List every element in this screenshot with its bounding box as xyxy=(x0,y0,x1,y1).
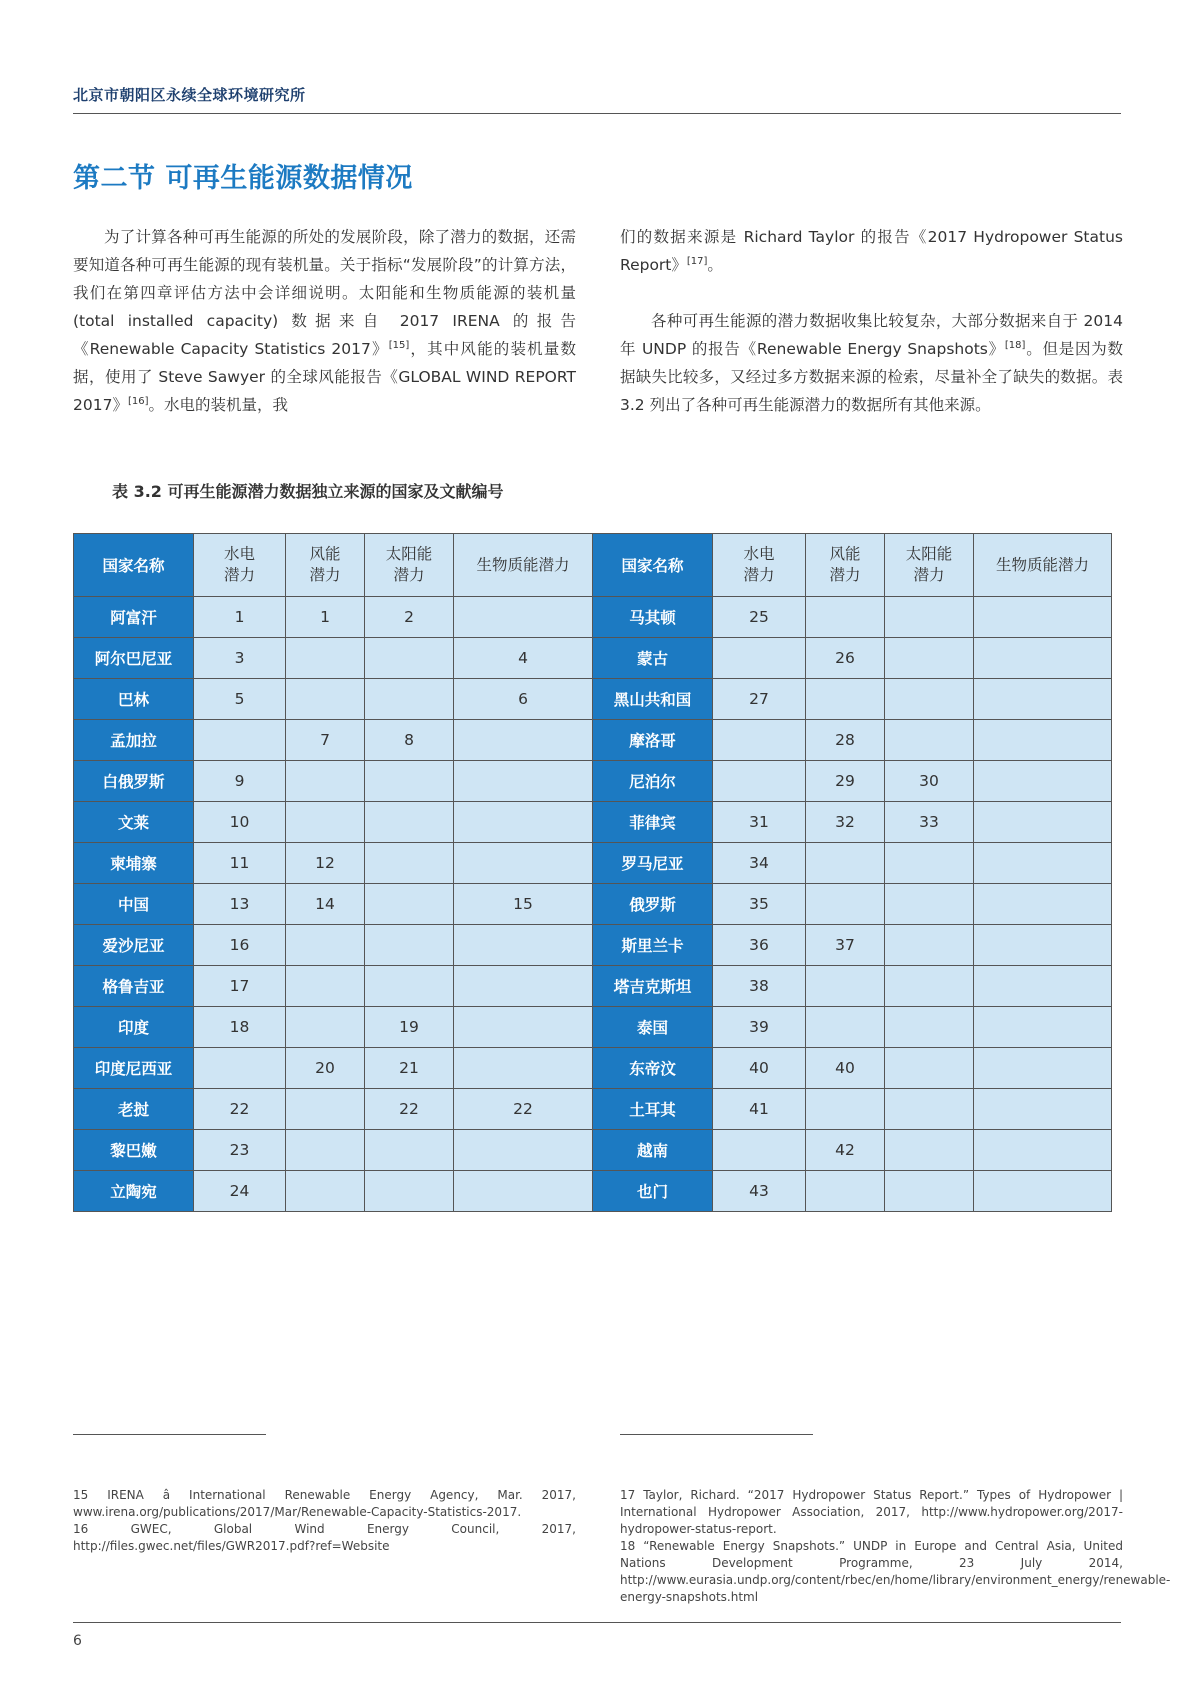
table-row xyxy=(74,843,1112,884)
hydro-ref-cell: 25 xyxy=(713,597,806,638)
solar-ref-cell: 33 xyxy=(885,802,974,843)
wind-ref-cell xyxy=(806,884,885,925)
header-country: 国家名称 xyxy=(74,534,194,597)
hydro-ref-cell: 31 xyxy=(713,802,806,843)
solar-ref-cell xyxy=(885,638,974,679)
biomass-ref-cell xyxy=(454,761,593,802)
country-name-cell: 越南 xyxy=(593,1130,713,1171)
wind-ref-cell xyxy=(806,966,885,1007)
hydro-ref-cell: 3 xyxy=(194,638,286,679)
solar-ref-cell xyxy=(365,638,454,679)
continued-text-1: 们的数据来源是 Richard Taylor 的报告《2017 Hydropower Status Report》 xyxy=(620,228,1123,274)
biomass-ref-cell xyxy=(454,966,593,1007)
hydro-ref-cell: 34 xyxy=(713,843,806,884)
table-row xyxy=(74,638,1112,679)
solar-ref-cell: 19 xyxy=(365,1007,454,1048)
solar-ref-cell xyxy=(885,1007,974,1048)
country-name-cell: 塔吉克斯坦 xyxy=(593,966,713,1007)
footer-divider xyxy=(73,1622,1121,1623)
biomass-ref-cell xyxy=(974,1007,1112,1048)
biomass-ref-cell xyxy=(974,761,1112,802)
hydro-ref-cell: 11 xyxy=(194,843,286,884)
biomass-ref-cell xyxy=(974,884,1112,925)
wind-ref-cell xyxy=(286,1171,365,1212)
biomass-ref-cell xyxy=(974,966,1112,1007)
hydro-ref-cell: 40 xyxy=(713,1048,806,1089)
biomass-ref-cell xyxy=(454,1130,593,1171)
hydro-ref-cell: 5 xyxy=(194,679,286,720)
ref-17-marker: [17] xyxy=(686,255,708,267)
wind-ref-cell: 14 xyxy=(286,884,365,925)
solar-ref-cell xyxy=(365,761,454,802)
wind-ref-cell: 26 xyxy=(806,638,885,679)
footnote-15: 15 IRENA â International Renewable Energy Agency, Mar. 2017, www.irena.org/publications/2017/Mar/Renewable-Capacity-Statistics-2017. xyxy=(73,1488,576,1519)
hydro-ref-cell: 18 xyxy=(194,1007,286,1048)
wind-ref-cell xyxy=(806,1171,885,1212)
table-row xyxy=(74,925,1112,966)
country-name-cell: 蒙古 xyxy=(593,638,713,679)
wind-ref-cell xyxy=(806,843,885,884)
country-name-cell: 土耳其 xyxy=(593,1089,713,1130)
biomass-ref-cell xyxy=(454,802,593,843)
biomass-ref-cell xyxy=(454,1171,593,1212)
solar-ref-cell: 22 xyxy=(365,1089,454,1130)
continued-paragraph xyxy=(620,223,1123,279)
wind-ref-cell: 42 xyxy=(806,1130,885,1171)
country-name-cell: 菲律宾 xyxy=(593,802,713,843)
solar-ref-cell xyxy=(365,884,454,925)
solar-ref-cell xyxy=(885,843,974,884)
solar-ref-cell: 30 xyxy=(885,761,974,802)
hydro-ref-cell: 36 xyxy=(713,925,806,966)
solar-ref-cell: 8 xyxy=(365,720,454,761)
left-column xyxy=(73,223,576,419)
hydro-ref-cell: 41 xyxy=(713,1089,806,1130)
country-name-cell: 印度 xyxy=(74,1007,194,1048)
solar-ref-cell xyxy=(365,925,454,966)
hydro-ref-cell xyxy=(713,720,806,761)
wind-ref-cell xyxy=(286,679,365,720)
table-row xyxy=(74,884,1112,925)
biomass-ref-cell: 4 xyxy=(454,638,593,679)
table-row xyxy=(74,1130,1112,1171)
biomass-ref-cell xyxy=(974,679,1112,720)
solar-ref-cell: 2 xyxy=(365,597,454,638)
table-row xyxy=(74,679,1112,720)
biomass-ref-cell xyxy=(974,802,1112,843)
wind-ref-cell xyxy=(286,925,365,966)
wind-ref-cell: 12 xyxy=(286,843,365,884)
biomass-ref-cell xyxy=(454,1007,593,1048)
hydro-ref-cell: 13 xyxy=(194,884,286,925)
country-name-cell: 摩洛哥 xyxy=(593,720,713,761)
footnote-16: 16 GWEC, Global Wind Energy Council, 2017, http://files.gwec.net/files/GWR2017.pdf?ref=Website xyxy=(73,1522,576,1553)
footnotes-left xyxy=(73,1487,576,1555)
wind-ref-cell: 28 xyxy=(806,720,885,761)
header-biomass: 生物质能潜力 xyxy=(974,534,1112,597)
intro-text-1: 为了计算各种可再生能源的所处的发展阶段，除了潜力的数据，还需要知道各种可再生能源的现有装机量。关于指标“发展阶段”的计算方法，我们在第四章评估方法中会详细说明。太阳能和生物质能源的装机量 (total installed capacity) 数据来自 2017 IRENA 的报告《Renewable Capacity Statistics 2017》 xyxy=(73,228,576,358)
hydro-ref-cell: 27 xyxy=(713,679,806,720)
biomass-ref-cell xyxy=(974,1089,1112,1130)
wind-ref-cell xyxy=(286,1007,365,1048)
wind-ref-cell xyxy=(806,679,885,720)
country-name-cell: 立陶宛 xyxy=(74,1171,194,1212)
intro-text-3: 。水电的装机量，我 xyxy=(148,396,288,414)
hydro-ref-cell: 23 xyxy=(194,1130,286,1171)
solar-ref-cell xyxy=(885,884,974,925)
wind-ref-cell xyxy=(286,761,365,802)
wind-ref-cell: 40 xyxy=(806,1048,885,1089)
country-name-cell: 俄罗斯 xyxy=(593,884,713,925)
solar-ref-cell: 21 xyxy=(365,1048,454,1089)
biomass-ref-cell xyxy=(974,1130,1112,1171)
country-name-cell: 罗马尼亚 xyxy=(593,843,713,884)
right-column xyxy=(620,223,1123,419)
wind-ref-cell: 37 xyxy=(806,925,885,966)
country-name-cell: 也门 xyxy=(593,1171,713,1212)
header-divider xyxy=(73,113,1121,114)
footnote-18: 18 “Renewable Energy Snapshots.” UNDP in Europe and Central Asia, United Nations Development Programme, 23 July 2014, http://www.eurasia.undp.org/content/rbec/en/home/library/environment_energy/renewable-energy-snapshots.html xyxy=(620,1539,1171,1604)
solar-ref-cell xyxy=(885,597,974,638)
renewable-sources-table xyxy=(73,533,1112,1212)
potential-text-1: 各种可再生能源的潜力数据收集比较复杂，大部分数据来自于 2014 年 UNDP 的报告《Renewable Energy Snapshots》 xyxy=(620,312,1123,358)
country-name-cell: 黎巴嫩 xyxy=(74,1130,194,1171)
country-name-cell: 斯里兰卡 xyxy=(593,925,713,966)
section-title: 第二节 可再生能源数据情况 xyxy=(73,163,413,194)
intro-paragraph xyxy=(73,223,576,419)
hydro-ref-cell: 22 xyxy=(194,1089,286,1130)
solar-ref-cell xyxy=(365,679,454,720)
hydro-ref-cell: 35 xyxy=(713,884,806,925)
biomass-ref-cell xyxy=(454,843,593,884)
biomass-ref-cell xyxy=(974,843,1112,884)
biomass-ref-cell xyxy=(454,1048,593,1089)
table-row xyxy=(74,720,1112,761)
header-hydro: 水电 潜力 xyxy=(194,534,286,597)
country-name-cell: 白俄罗斯 xyxy=(74,761,194,802)
table-row xyxy=(74,597,1112,638)
biomass-ref-cell xyxy=(974,597,1112,638)
country-name-cell: 尼泊尔 xyxy=(593,761,713,802)
biomass-ref-cell xyxy=(454,597,593,638)
table-row xyxy=(74,761,1112,802)
intro-text-2: ，其中风能的装机量数据，使用了 Steve Sawyer 的全球风能报告《GLOBAL WIND REPORT 2017》 xyxy=(73,340,576,414)
table-row xyxy=(74,802,1112,843)
header-biomass: 生物质能潜力 xyxy=(454,534,593,597)
country-name-cell: 孟加拉 xyxy=(74,720,194,761)
header-wind: 风能 潜力 xyxy=(286,534,365,597)
biomass-ref-cell xyxy=(974,1048,1112,1089)
hydro-ref-cell: 38 xyxy=(713,966,806,1007)
footnote-divider-right xyxy=(620,1434,813,1435)
hydro-ref-cell: 43 xyxy=(713,1171,806,1212)
hydro-ref-cell: 1 xyxy=(194,597,286,638)
biomass-ref-cell: 22 xyxy=(454,1089,593,1130)
solar-ref-cell xyxy=(365,802,454,843)
country-name-cell: 马其顿 xyxy=(593,597,713,638)
table-row xyxy=(74,1048,1112,1089)
solar-ref-cell xyxy=(885,1048,974,1089)
solar-ref-cell xyxy=(885,966,974,1007)
footnote-divider-left xyxy=(73,1434,266,1435)
hydro-ref-cell: 16 xyxy=(194,925,286,966)
ref-18-marker: [18] xyxy=(1004,339,1026,351)
continued-text-2: 。 xyxy=(707,256,723,274)
wind-ref-cell xyxy=(286,1089,365,1130)
wind-ref-cell: 20 xyxy=(286,1048,365,1089)
page-number: 6 xyxy=(73,1633,82,1649)
header-solar: 太阳能 潜力 xyxy=(365,534,454,597)
solar-ref-cell xyxy=(365,966,454,1007)
country-name-cell: 中国 xyxy=(74,884,194,925)
hydro-ref-cell xyxy=(713,761,806,802)
ref-15-marker: [15] xyxy=(388,339,410,351)
wind-ref-cell xyxy=(806,1007,885,1048)
wind-ref-cell xyxy=(286,638,365,679)
header-country: 国家名称 xyxy=(593,534,713,597)
hydro-ref-cell: 10 xyxy=(194,802,286,843)
header-solar: 太阳能 潜力 xyxy=(885,534,974,597)
table-row xyxy=(74,966,1112,1007)
solar-ref-cell xyxy=(885,1089,974,1130)
potential-text-2: 。但是因为数据缺失比较多，又经过多方数据来源的检索，尽量补全了缺失的数据。表 3.2 列出了各种可再生能源潜力的数据所有其他来源。 xyxy=(620,340,1123,414)
wind-ref-cell: 7 xyxy=(286,720,365,761)
solar-ref-cell xyxy=(885,1171,974,1212)
biomass-ref-cell: 6 xyxy=(454,679,593,720)
biomass-ref-cell xyxy=(454,925,593,966)
hydro-ref-cell: 24 xyxy=(194,1171,286,1212)
country-name-cell: 柬埔寨 xyxy=(74,843,194,884)
footnotes-right xyxy=(620,1487,1171,1606)
hydro-ref-cell xyxy=(194,1048,286,1089)
wind-ref-cell xyxy=(286,966,365,1007)
wind-ref-cell xyxy=(806,1089,885,1130)
wind-ref-cell: 1 xyxy=(286,597,365,638)
biomass-ref-cell: 15 xyxy=(454,884,593,925)
wind-ref-cell: 32 xyxy=(806,802,885,843)
table-header-row xyxy=(74,534,1112,597)
country-name-cell: 黑山共和国 xyxy=(593,679,713,720)
biomass-ref-cell xyxy=(974,1171,1112,1212)
footnote-17: 17 Taylor, Richard. “2017 Hydropower Status Report.” Types of Hydropower | International Hydropower Association, 2017, http://www.hydropower.org/2017-hydropower-status-report. xyxy=(620,1488,1123,1536)
country-name-cell: 爱沙尼亚 xyxy=(74,925,194,966)
solar-ref-cell xyxy=(365,843,454,884)
table-row xyxy=(74,1007,1112,1048)
hydro-ref-cell: 9 xyxy=(194,761,286,802)
wind-ref-cell: 29 xyxy=(806,761,885,802)
table-row xyxy=(74,1089,1112,1130)
hydro-ref-cell xyxy=(194,720,286,761)
solar-ref-cell xyxy=(365,1130,454,1171)
solar-ref-cell xyxy=(885,1130,974,1171)
table-caption: 表 3.2 可再生能源潜力数据独立来源的国家及文献编号 xyxy=(112,482,504,501)
solar-ref-cell xyxy=(365,1171,454,1212)
wind-ref-cell xyxy=(286,1130,365,1171)
hydro-ref-cell xyxy=(713,1130,806,1171)
country-name-cell: 巴林 xyxy=(74,679,194,720)
hydro-ref-cell: 39 xyxy=(713,1007,806,1048)
wind-ref-cell xyxy=(286,802,365,843)
country-name-cell: 泰国 xyxy=(593,1007,713,1048)
biomass-ref-cell xyxy=(454,720,593,761)
country-name-cell: 老挝 xyxy=(74,1089,194,1130)
solar-ref-cell xyxy=(885,925,974,966)
wind-ref-cell xyxy=(806,597,885,638)
biomass-ref-cell xyxy=(974,638,1112,679)
solar-ref-cell xyxy=(885,720,974,761)
potential-paragraph xyxy=(620,307,1123,419)
table-body xyxy=(74,597,1112,1212)
table-row xyxy=(74,1171,1112,1212)
country-name-cell: 格鲁吉亚 xyxy=(74,966,194,1007)
header-organization: 北京市朝阳区永续全球环境研究所 xyxy=(73,86,306,104)
ref-16-marker: [16] xyxy=(127,395,149,407)
hydro-ref-cell: 17 xyxy=(194,966,286,1007)
country-name-cell: 东帝汶 xyxy=(593,1048,713,1089)
country-name-cell: 印度尼西亚 xyxy=(74,1048,194,1089)
country-name-cell: 阿尔巴尼亚 xyxy=(74,638,194,679)
hydro-ref-cell xyxy=(713,638,806,679)
country-name-cell: 阿富汗 xyxy=(74,597,194,638)
biomass-ref-cell xyxy=(974,720,1112,761)
solar-ref-cell xyxy=(885,679,974,720)
header-wind: 风能 潜力 xyxy=(806,534,885,597)
header-hydro: 水电 潜力 xyxy=(713,534,806,597)
biomass-ref-cell xyxy=(974,925,1112,966)
country-name-cell: 文莱 xyxy=(74,802,194,843)
